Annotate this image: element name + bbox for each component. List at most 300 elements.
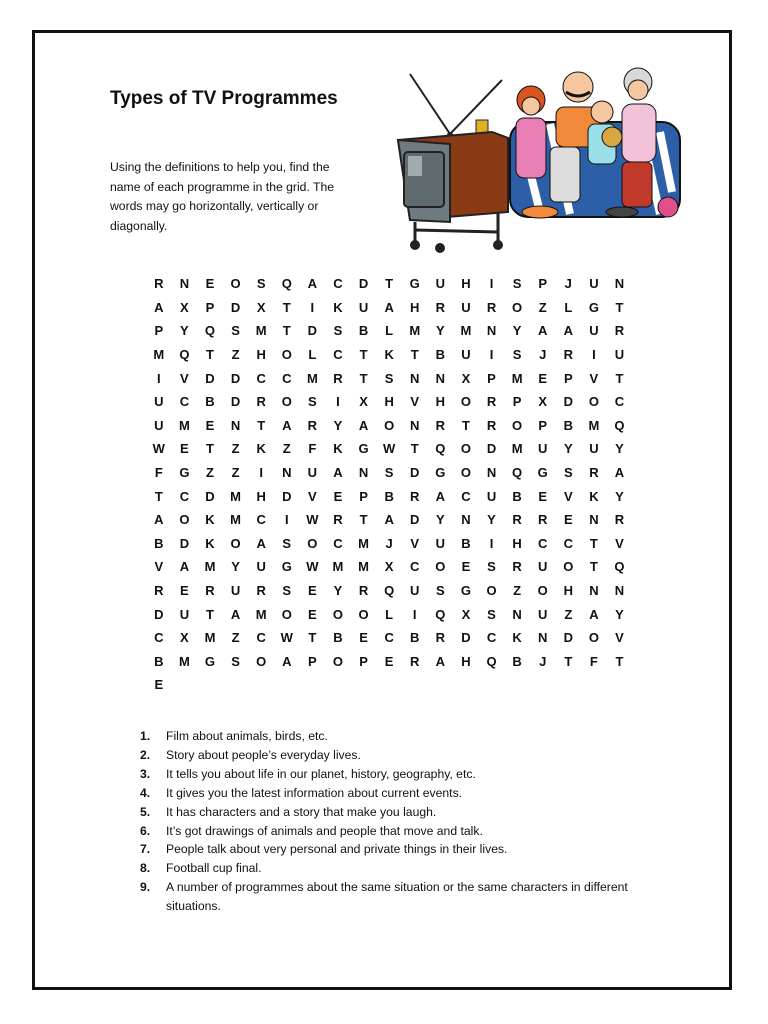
clue-text: It’s got drawings of animals and people that move and talk. [166, 823, 483, 838]
grid-letter: R [435, 630, 446, 646]
grid-letter: R [205, 583, 215, 599]
grid-letter: E [180, 441, 189, 457]
grid-letter: O [281, 347, 292, 363]
grid-letter: A [282, 653, 292, 669]
grid-letter: V [154, 559, 164, 575]
grid-letter: T [206, 347, 214, 363]
grid-letter: H [384, 394, 394, 410]
clue-item [140, 746, 630, 765]
grid-letter: M [511, 441, 523, 457]
grid-letter: A [154, 299, 164, 315]
grid-letter: D [307, 323, 318, 339]
grid-letter: B [435, 347, 446, 363]
grid-letter: R [589, 465, 599, 481]
grid-letter: R [154, 276, 164, 292]
grid-letter: A [179, 559, 190, 575]
grid-letter: P [308, 653, 317, 669]
grid-letter: J [385, 535, 393, 551]
grid-letter: S [308, 394, 317, 410]
grid-letter: A [282, 417, 292, 433]
grid-letter: Y [231, 559, 240, 575]
grid-letter: T [206, 441, 214, 457]
grid-letter: U [410, 583, 420, 599]
grid-letter: T [564, 653, 573, 669]
grid-letter: U [358, 299, 369, 315]
clue-text: Football cup final. [166, 861, 262, 876]
grid-letter: O [384, 417, 395, 433]
grid-letter: N [486, 465, 497, 481]
grid-letter: E [154, 677, 164, 693]
grid-letter: A [358, 417, 369, 433]
grid-letter: M [460, 323, 472, 339]
grid-letter: X [359, 394, 368, 410]
clue-item [140, 822, 630, 841]
grid-letter: B [154, 653, 164, 669]
grid-letter: Y [435, 323, 445, 339]
clue-text: It gives you the latest information about current events. [166, 785, 463, 800]
grid-letter: K [333, 299, 343, 315]
grid-letter: B [154, 535, 164, 551]
grid-letter: Z [282, 441, 291, 457]
grid-letter: B [333, 630, 343, 646]
grid-letter: S [435, 583, 445, 599]
grid-letter: D [205, 370, 215, 386]
grid-letter: R [358, 583, 369, 599]
grid-letter: E [359, 630, 368, 646]
grid-letter: U [461, 299, 471, 315]
grid-letter: V [563, 488, 573, 504]
grid-letter: L [385, 606, 394, 622]
grid-letter: M [409, 323, 421, 339]
grid-letter: O [307, 535, 318, 551]
grid-letter: Z [538, 299, 547, 315]
grid-letter: M [255, 606, 267, 622]
grid-letter: O [537, 583, 548, 599]
grid-letter: M [230, 488, 241, 504]
grid-letter: N [282, 465, 292, 481]
grid-letter: Y [333, 417, 343, 433]
clue-text: It tells you about life in our planet, history, geography, etc. [166, 766, 476, 781]
grid-letter: N [589, 583, 599, 599]
grid-letter: H [435, 394, 446, 410]
grid-letter: T [359, 347, 368, 363]
grid-letter: U [256, 559, 266, 575]
grid-letter: C [154, 630, 164, 646]
grid-letter: B [512, 488, 522, 504]
grid-letter: R [538, 512, 548, 528]
grid-letter: W [306, 512, 319, 528]
grid-letter: A [435, 653, 446, 669]
grid-letter: Y [615, 441, 624, 457]
grid-letter: O [230, 276, 241, 292]
tv-icon [398, 74, 508, 253]
grid-letter: I [284, 512, 289, 528]
grid-letter: T [615, 653, 624, 669]
grid-letter: Q [435, 606, 446, 622]
grid-letter: Q [204, 323, 216, 339]
grid-letter: H [512, 535, 522, 551]
grid-letter: G [435, 465, 446, 481]
grid-letter: T [461, 417, 470, 433]
grid-letter: X [384, 559, 394, 575]
grid-letter: M [153, 347, 165, 363]
grid-letter: I [592, 347, 596, 363]
grid-letter: H [461, 653, 471, 669]
clue-number: 9. [140, 880, 151, 895]
grid-letter: A [435, 488, 446, 504]
grid-letter: Y [563, 441, 573, 457]
grid-letter: O [486, 583, 497, 599]
grid-letter: Q [614, 417, 625, 433]
grid-letter: M [358, 535, 369, 551]
grid-letter: K [205, 535, 215, 551]
grid-letter: X [256, 299, 266, 315]
grid-letter: F [154, 465, 163, 481]
grid-letter: O [281, 606, 292, 622]
grid-letter: I [156, 370, 161, 386]
grid-letter: M [230, 512, 241, 528]
clue-number: 4. [140, 785, 151, 800]
grid-letter: A [384, 299, 394, 315]
grid-letter: R [410, 653, 420, 669]
grid-letter: S [333, 323, 343, 339]
grid-letter: H [410, 299, 420, 315]
grid-letter: G [281, 559, 292, 575]
grid-letter: T [308, 630, 317, 646]
grid-letter: E [538, 488, 548, 504]
grid-letter: A [256, 535, 266, 551]
grid-letter: M [588, 417, 600, 433]
grid-letter: K [205, 512, 215, 528]
grid-letter: L [564, 299, 573, 315]
clue-number: 5. [140, 804, 151, 819]
grid-letter: Y [512, 323, 522, 339]
grid-letter: U [230, 583, 241, 599]
grid-letter: U [307, 465, 318, 481]
grid-letter: S [282, 535, 292, 551]
clue-item [140, 878, 630, 916]
grid-letter: K [512, 630, 522, 646]
grid-letter: U [154, 394, 164, 410]
grid-letter: I [336, 394, 340, 410]
grid-letter: U [179, 606, 190, 622]
grid-letter: Q [281, 276, 292, 292]
grid-letter: U [154, 417, 164, 433]
grid-letter: R [486, 299, 497, 315]
clue-item [140, 727, 630, 746]
clue-text: People talk about very personal and private things in their lives. [166, 842, 508, 857]
clue-item [140, 803, 630, 822]
grid-letter: L [308, 347, 317, 363]
grid-letter: N [589, 512, 599, 528]
grid-letter: O [256, 653, 267, 669]
clue-number: 8. [140, 861, 151, 876]
tv-family-illustration [390, 62, 690, 262]
grid-letter: O [332, 606, 344, 622]
grid-letter: N [461, 512, 471, 528]
grid-letter: N [538, 630, 548, 646]
grid-letter: E [384, 653, 394, 669]
grid-letter: W [306, 559, 319, 575]
worksheet-title: Types of TV Programmes [110, 88, 338, 109]
grid-letter: R [512, 512, 522, 528]
grid-letter: N [410, 417, 420, 433]
grid-letter: Z [231, 465, 240, 481]
grid-letter: B [461, 535, 471, 551]
grid-letter: M [178, 653, 190, 669]
grid-letter: D [230, 394, 241, 410]
grid-letter: S [256, 276, 266, 292]
grid-letter: R [256, 583, 266, 599]
clue-list [140, 727, 630, 916]
clue-number: 6. [140, 823, 151, 838]
grid-letter: Y [333, 583, 343, 599]
grid-letter: T [282, 299, 291, 315]
grid-letter: O [512, 299, 523, 315]
grid-letter: B [563, 417, 573, 433]
grid-letter: X [461, 370, 471, 386]
grid-letter: A [538, 323, 548, 339]
grid-letter: U [538, 606, 548, 622]
clue-item [140, 859, 630, 878]
grid-letter: O [460, 465, 471, 481]
grid-letter: T [589, 535, 598, 551]
grid-letter: M [358, 559, 369, 575]
grid-letter: A [307, 276, 318, 292]
grid-letter: Q [614, 559, 625, 575]
grid-letter: U [589, 276, 599, 292]
grid-letter: C [461, 488, 471, 504]
grid-letter: E [205, 417, 215, 433]
grid-letter: C [256, 630, 266, 646]
clue-number: 3. [140, 766, 151, 781]
grid-letter: T [359, 370, 368, 386]
grid-letter: C [410, 559, 420, 575]
grid-letter: O [281, 394, 292, 410]
grid-letter: O [332, 653, 344, 669]
grid-letter: V [308, 488, 317, 504]
grid-letter: R [486, 417, 497, 433]
grid-letter: M [511, 370, 523, 386]
grid-letter: Y [615, 488, 624, 504]
grid-letter: Z [564, 606, 573, 622]
grid-letter: A [563, 323, 573, 339]
grid-letter: S [487, 559, 496, 575]
grid-letter: B [205, 394, 215, 410]
grid-letter: X [180, 299, 189, 315]
grid-letter: P [154, 323, 164, 339]
grid-letter: M [255, 323, 267, 339]
grid-letter: S [512, 347, 522, 363]
grid-letter: G [179, 465, 190, 481]
clue-item [140, 765, 630, 784]
grid-letter: S [487, 606, 496, 622]
grid-letter: W [152, 441, 165, 457]
grid-letter: O [460, 441, 471, 457]
grid-letter: P [563, 370, 573, 386]
clue-text: A number of programmes about the same situation or the same characters in different situations. [166, 880, 628, 914]
grid-letter: Y [615, 606, 624, 622]
grid-letter: C [179, 394, 190, 410]
grid-letter: G [588, 299, 599, 315]
grid-letter: O [588, 630, 599, 646]
grid-letter: U [538, 441, 548, 457]
grid-letter: D [154, 606, 164, 622]
grid-letter: D [410, 512, 420, 528]
grid-letter: S [282, 583, 292, 599]
grid-letter: U [589, 441, 599, 457]
grid-letter: N [358, 465, 369, 481]
grid-letter: D [486, 441, 497, 457]
clue-number: 7. [140, 842, 151, 857]
grid-letter: Q [384, 583, 395, 599]
grid-letter: O [563, 559, 574, 575]
grid-letter: U [435, 535, 446, 551]
grid-letter: N [486, 323, 497, 339]
grid-letter: R [410, 488, 420, 504]
grid-letter: S [231, 653, 240, 669]
grid-letter: R [256, 394, 266, 410]
grid-letter: O [179, 512, 190, 528]
grid-letter: C [486, 630, 497, 646]
grid-letter: Q [512, 465, 523, 481]
clue-text: It has characters and a story that make you laugh. [166, 804, 437, 819]
grid-letter: C [384, 630, 394, 646]
grid-letter: N [410, 370, 420, 386]
grid-letter: D [230, 370, 241, 386]
grid-letter: J [564, 276, 572, 292]
grid-letter: X [461, 606, 471, 622]
grid-letter: G [537, 465, 548, 481]
grid-letter: O [588, 394, 599, 410]
grid-letter: R [333, 370, 343, 386]
grid-letter: T [410, 441, 419, 457]
grid-letter: C [333, 276, 343, 292]
grid-letter: F [589, 653, 598, 669]
grid-letter: T [589, 559, 598, 575]
grid-letter: K [589, 488, 599, 504]
grid-letter: M [204, 630, 216, 646]
grid-letter: R [307, 417, 318, 433]
grid-letter: C [179, 488, 190, 504]
grid-letter: K [333, 441, 343, 457]
grid-letter: I [310, 299, 315, 315]
clue-text: Story about people’s everyday lives. [166, 747, 361, 762]
grid-letter: D [358, 276, 369, 292]
grid-letter: R [614, 323, 625, 339]
grid-letter: X [538, 394, 548, 410]
grid-letter: N [435, 370, 446, 386]
grid-letter: A [589, 606, 599, 622]
grid-letter: S [384, 465, 394, 481]
grid-letter: V [589, 370, 599, 386]
grid-letter: M [332, 559, 344, 575]
grid-letter: T [385, 276, 394, 292]
grid-letter: M [306, 370, 318, 386]
grid-letter: W [383, 441, 396, 457]
grid-letter: E [538, 370, 548, 386]
grid-letter: H [461, 276, 471, 292]
grid-letter: C [538, 535, 548, 551]
grid-letter: R [614, 512, 625, 528]
grid-letter: V [615, 630, 624, 646]
grid-letter: H [256, 347, 266, 363]
grid-letter: T [257, 417, 266, 433]
grid-letter: Z [206, 465, 214, 481]
grid-letter: P [205, 299, 215, 315]
grid-letter: P [538, 276, 548, 292]
grid-letter: C [333, 347, 343, 363]
grid-letter: E [205, 276, 215, 292]
grid-letter: A [614, 465, 625, 481]
grid-letter: G [204, 653, 216, 669]
grid-letter: E [563, 512, 573, 528]
grid-letter: E [180, 583, 189, 599]
grid-letter: Z [231, 441, 240, 457]
grid-letter: P [359, 488, 368, 504]
clue-item [140, 784, 630, 803]
grid-letter: V [410, 535, 420, 551]
grid-letter: R [563, 347, 573, 363]
grid-letter: I [489, 347, 494, 363]
grid-letter: O [512, 417, 523, 433]
grid-letter: I [489, 276, 494, 292]
grid-letter: R [486, 394, 497, 410]
grid-letter: G [460, 583, 471, 599]
grid-letter: Y [487, 512, 496, 528]
grid-letter: T [615, 299, 624, 315]
grid-letter: S [384, 370, 394, 386]
grid-letter: T [615, 370, 624, 386]
grid-letter: Z [513, 583, 522, 599]
grid-letter: D [563, 630, 573, 646]
grid-letter: V [410, 394, 420, 410]
grid-letter: T [154, 488, 163, 504]
grid-letter: L [385, 323, 394, 339]
grid-letter: B [410, 630, 420, 646]
grid-letter: R [435, 417, 446, 433]
grid-letter: N [512, 606, 522, 622]
grid-letter: C [282, 370, 292, 386]
grid-letter: H [256, 488, 266, 504]
grid-letter: I [412, 606, 417, 622]
grid-letter: J [539, 347, 547, 363]
grid-letter: W [280, 630, 293, 646]
grid-letter: R [333, 512, 343, 528]
grid-letter: O [435, 559, 446, 575]
grid-letter: Z [231, 347, 240, 363]
grid-letter: K [384, 347, 394, 363]
grid-letter: N [614, 583, 625, 599]
grid-letter: V [180, 370, 189, 386]
grid-letter: I [259, 465, 263, 481]
grid-letter: K [256, 441, 266, 457]
grid-letter: R [435, 299, 446, 315]
grid-letter: O [358, 606, 369, 622]
grid-letter: E [333, 488, 343, 504]
grid-letter: A [230, 606, 241, 622]
grid-letter: Y [180, 323, 189, 339]
grid-letter: H [563, 583, 573, 599]
grid-letter: C [256, 370, 266, 386]
grid-letter: U [538, 559, 548, 575]
grid-letter: E [308, 583, 317, 599]
grid-letter: T [282, 323, 291, 339]
grid-letter: D [282, 488, 292, 504]
grid-letter: P [538, 417, 548, 433]
clue-text: Film about animals, birds, etc. [166, 729, 328, 743]
grid-letter: N [614, 276, 625, 292]
